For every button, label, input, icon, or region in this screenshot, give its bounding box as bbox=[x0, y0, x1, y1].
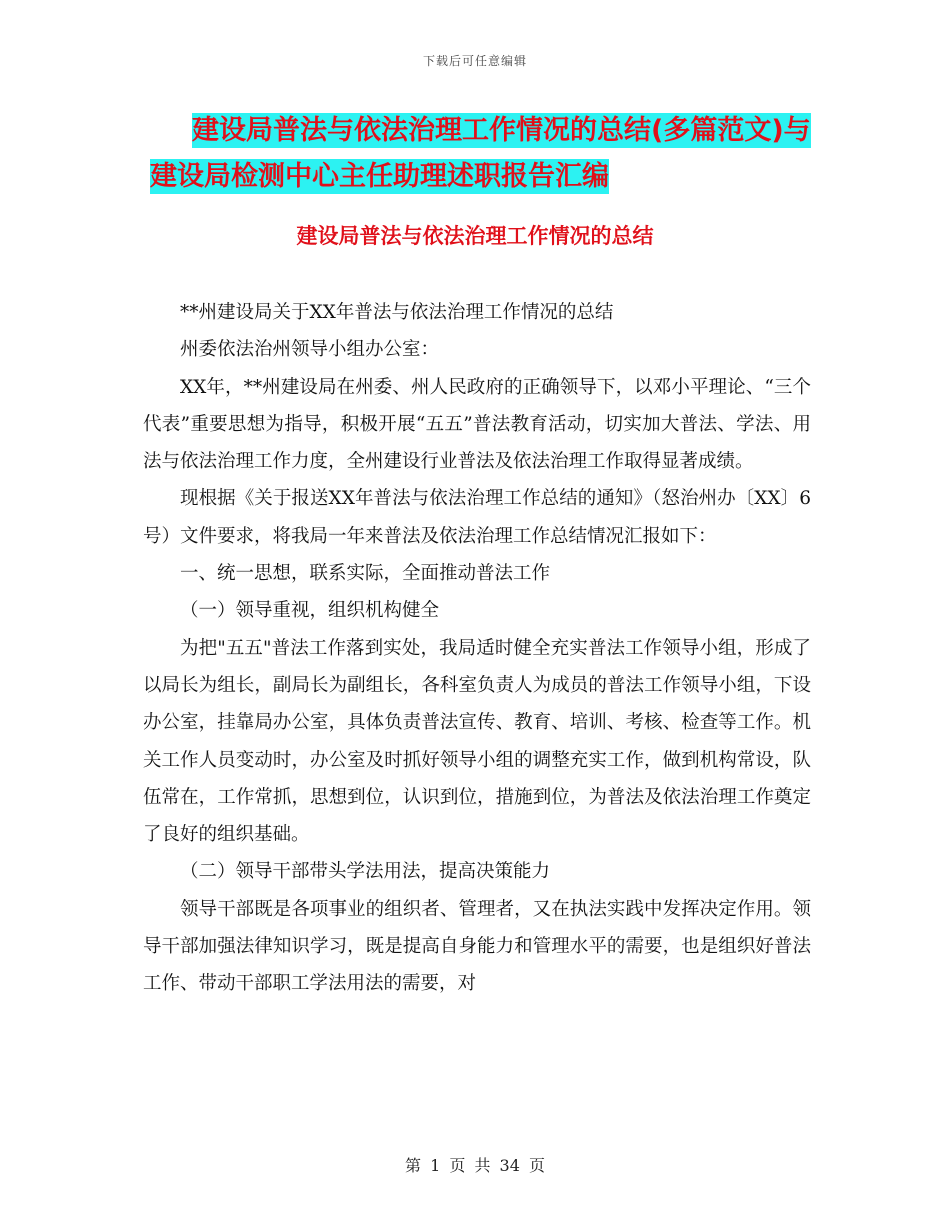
paragraph: 领导干部既是各项事业的组织者、管理者，又在执法实践中发挥决定作用。领导干部加强法律知识学习，既是提高自身能力和管理水平的需要，也是组织好普法工作、带动干部职工学法用法的需要，对 bbox=[143, 898, 811, 995]
paragraph: 一、统一思想，联系实际，全面推动普法工作 bbox=[180, 563, 551, 585]
paragraph: 为把"五五"普法工作落到实处，我局适时健全充实普法工作领导小组，形成了以局长为组长，副局长为副组长，各科室负责人为成员的普法工作领导小组，下设办公室，挂靠局办公室，具体负责普法宣传、教育、培训、考核、检查等工作。机关工作人员变动时，办公室及时抓好领导小组的调整充实工作，做到机构常设，队伍常在，工作常抓，思想到位，认识到位，措施到位，为普法及依法治理工作奠定了良好的组织基础。 bbox=[143, 637, 811, 846]
paragraph: **州建设局关于XX年普法与依法治理工作情况的总结 bbox=[180, 302, 614, 323]
paragraph: （一）领导重视，组织机构健全 bbox=[180, 600, 440, 622]
document-title-line-2 bbox=[150, 154, 830, 200]
page-footer: 第 1 页 共 34 页 bbox=[405, 1156, 545, 1175]
document-title-line-1 bbox=[150, 108, 830, 154]
document-title-line-2-text: 建设局检测中心主任助理述职报告汇编 bbox=[150, 161, 609, 192]
body-text bbox=[143, 294, 811, 1003]
document-title-line-1-text: 建设局普法与依法治理工作情况的总结(多篇范文)与 bbox=[192, 115, 811, 146]
paragraph: XX年，**州建设局在州委、州人民政府的正确领导下，以邓小平理论、“三个代表”重要思想为指导，积极开展“五五”普法教育活动，切实加大普法、学法、用法与依法治理工作力度，全州建设行业普法及依法治理工作取得显著成绩。 bbox=[143, 376, 811, 473]
section-title: 建设局普法与依法治理工作情况的总结 bbox=[296, 224, 654, 248]
header-note: 下载后可任意编辑 bbox=[422, 54, 527, 68]
document-title bbox=[150, 108, 830, 200]
paragraph: 现根据《关于报送XX年普法与依法治理工作总结的通知》（怒治州办〔XX〕6号）文件要求，将我局一年来普法及依法治理工作总结情况汇报如下： bbox=[143, 488, 811, 547]
paragraph: 州委依法治州领导小组办公室： bbox=[180, 339, 440, 361]
paragraph: （二）领导干部带头学法用法，提高决策能力 bbox=[180, 861, 551, 883]
